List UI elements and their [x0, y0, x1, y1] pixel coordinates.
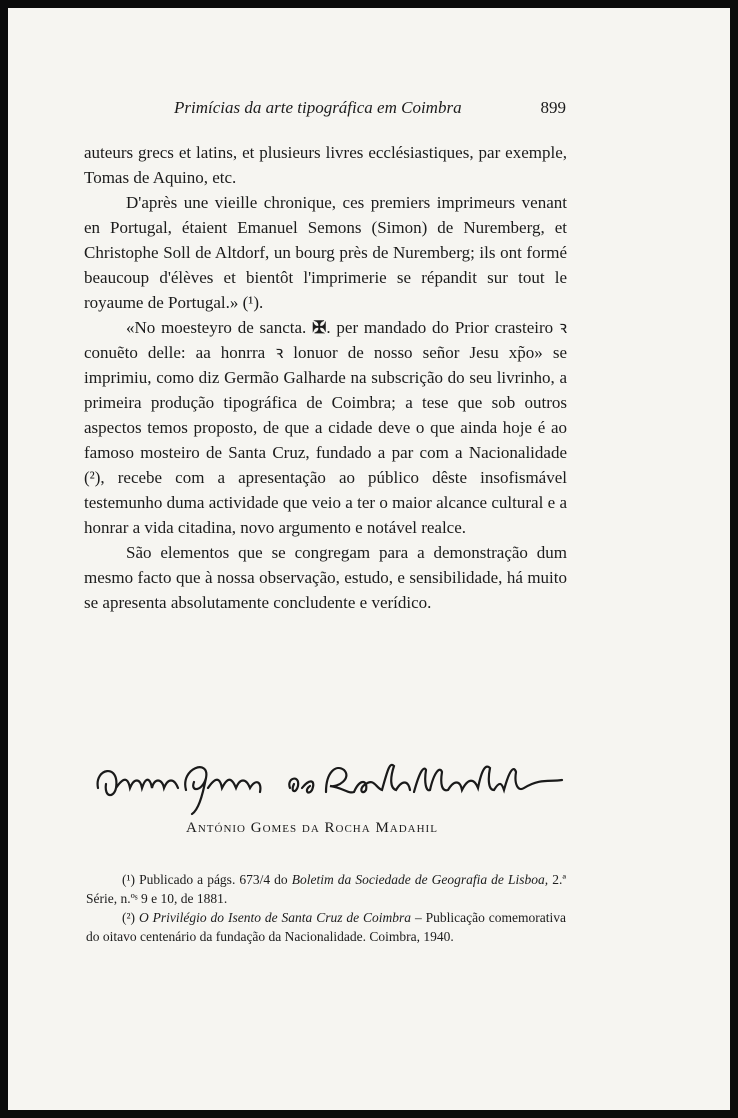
footnote-1-text-b: 2.ª Série, n.ºˢ 9 e 10, de 1881.	[86, 872, 567, 906]
running-header	[174, 98, 566, 118]
footnote-1-title: Boletim da Sociedade de Geografia de Lisboa,	[291, 872, 549, 887]
paragraph-1: auteurs grecs et latins, et plusieurs livres ecclésiastiques, par exemple, Tomas de Aquino, etc.	[84, 143, 567, 187]
page-number: 899	[540, 98, 566, 117]
paragraph-2: D'après une vieille chronique, ces premiers imprimeurs venant en Portugal, étaient Emanuel Semons (Simon) de Nuremberg, et Christophe Soll de Altdorf, un bourg près de Nuremberg; ils ont formé beaucoup d'élèves et bientôt l'imprimerie se répandit sur tout le royaume de Portugal.» (¹).	[84, 193, 567, 312]
footnote-2-title: O Privilégio do Isento de Santa Cruz de Coimbra	[138, 910, 412, 925]
footnote-1	[86, 870, 566, 908]
book-page	[8, 8, 730, 1110]
paragraph-4: São elementos que se congregam para a demonstração dum mesmo facto que à nossa observação, estudo, e sensibilidade, há muito se apresenta absolutamente concludente e verídico.	[84, 543, 567, 612]
footnote-2	[86, 908, 566, 946]
footnotes	[86, 870, 566, 946]
author-name: António Gomes da Rocha Madahil	[186, 820, 438, 836]
signature-text: António Gomes da Rocha Madahil	[90, 748, 104, 749]
body-text	[84, 140, 567, 615]
signature-scribble-icon	[90, 748, 570, 818]
footnote-1-text-a: Publicado a págs. 673/4 do	[139, 872, 288, 887]
handwritten-signature	[90, 748, 570, 818]
footnote-2-text: – Publicação comemorativa do oitavo centenário da fundação da Nacionalidade. Coimbra, 1940.	[86, 910, 566, 944]
paragraph-3	[84, 315, 567, 540]
footnote-2-marker: (²)	[122, 910, 136, 925]
cross-symbol-icon: ✠	[312, 318, 327, 337]
quote-opening: «No moesteyro de sancta.	[126, 318, 307, 337]
footnote-1-marker: (¹)	[122, 872, 136, 887]
running-title: Primícias da arte tipográfica em Coimbra	[174, 98, 462, 117]
paragraph-3-rest: . per mandado do Prior crasteiro ꝛ conuẽto delle: aa honrra ꝛ lonuor de nosso señor Jesu xp̃o» se imprimiu, como diz Germão Galharde na subscrição do seu livrinho, a primeira produção tipográfica de Coimbra; a tese que sob outros aspectos temos proposto, de que a cidade deve o que ainda hoje é ao famoso mosteiro de Santa Cruz, fundado a par com a Nacionalidade (²), recebe com a apresentação ao público dêste insofismável testemunho duma actividade que veio a ter o maior alcance cultural e a honrar a vida citadina, novo argumento e notável realce.	[84, 318, 568, 537]
